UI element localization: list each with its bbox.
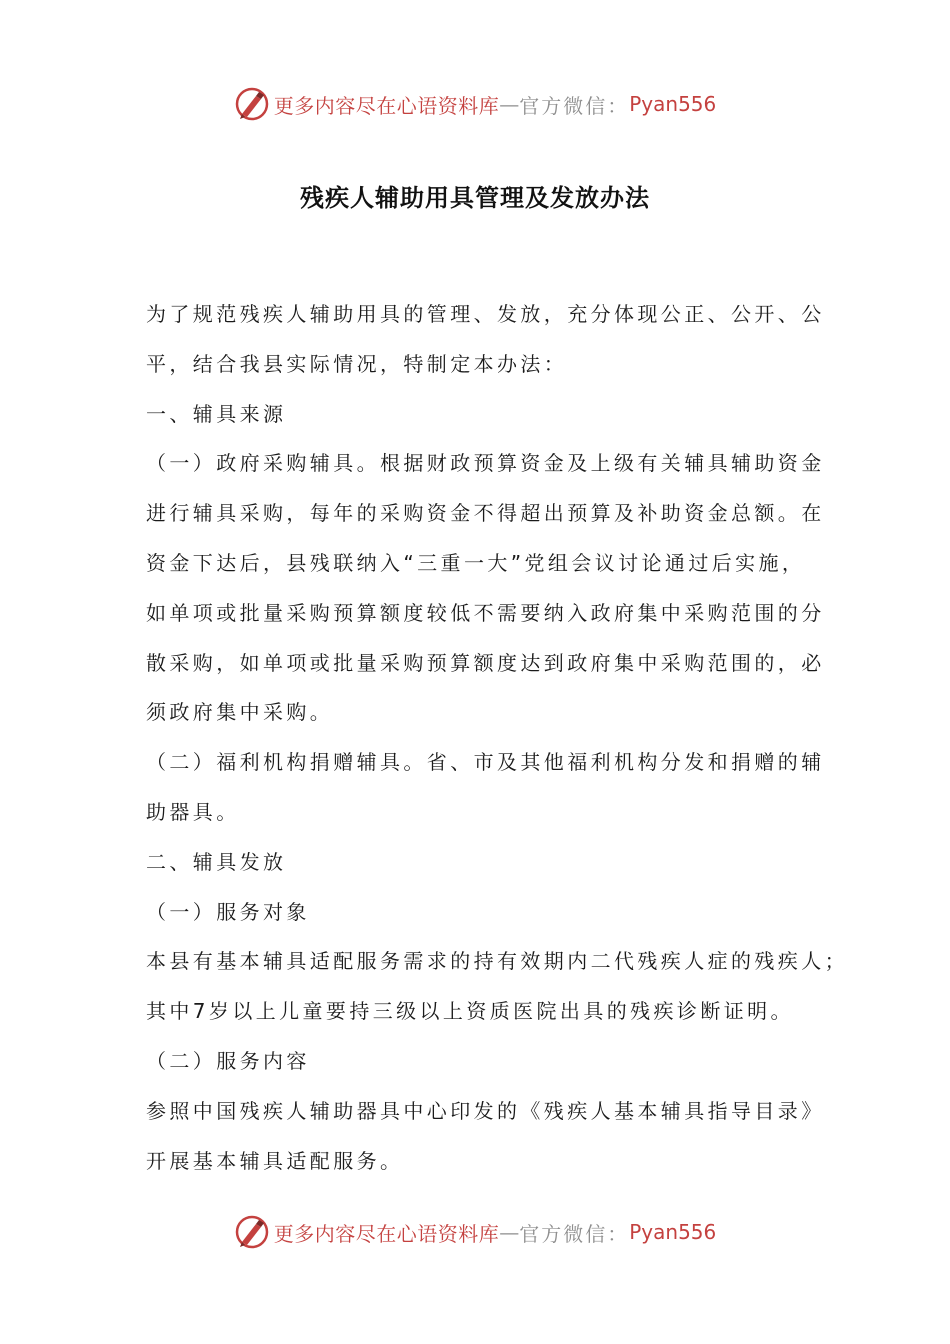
- watermark-wechat-id: Pyan556: [629, 1220, 717, 1244]
- body-line: 须政府集中采购。: [146, 700, 334, 725]
- pen-logo-icon: [234, 1214, 270, 1250]
- watermark-dash: —: [499, 1220, 520, 1244]
- body-line: 为了规范残疾人辅助用具的管理、发放，充分体现公正、公开、公: [146, 302, 825, 326]
- header-watermark: [0, 84, 950, 124]
- subsection-heading: （一）服务对象: [146, 899, 310, 924]
- section-heading: 二、辅具发放: [146, 849, 287, 874]
- body-line: 参照中国残疾人辅助器具中心印发的《残疾人基本辅具指导目录》: [146, 1098, 825, 1123]
- watermark-text: 更多内容尽在心语资料库: [273, 1221, 500, 1246]
- body-line: 资金下达后，县残联纳入“三重一大”党组会议讨论通过后实施，: [146, 550, 806, 575]
- body-line: 进行辅具采购，每年的采购资金不得超出预算及补助资金总额。在: [146, 501, 825, 526]
- watermark-wechat-id: Pyan556: [629, 92, 717, 116]
- watermark-wechat-label: 官方微信：: [519, 1221, 630, 1246]
- watermark-wechat-label: 官方微信：: [519, 93, 630, 118]
- document-title: 残疾人辅助用具管理及发放办法: [300, 184, 650, 212]
- section-heading: 一、辅具来源: [146, 401, 287, 426]
- document-body: [146, 290, 848, 1186]
- watermark-dash: —: [499, 92, 520, 116]
- body-line: （一）政府采购辅具。根据财政预算资金及上级有关辅具辅助资金: [146, 451, 825, 476]
- pen-logo-icon: [234, 86, 270, 122]
- body-line: 如单项或批量采购预算额度较低不需要纳入政府集中采购范围的分: [146, 600, 825, 625]
- body-line: 助器具。: [146, 799, 240, 824]
- footer-watermark: [0, 1212, 950, 1252]
- body-line: 其中7岁以上儿童要持三级以上资质医院出具的残疾诊断证明。: [146, 999, 794, 1024]
- body-line: 散采购，如单项或批量采购预算额度达到政府集中采购范围的，必: [146, 650, 825, 675]
- body-line: 平，结合我县实际情况，特制定本办法：: [146, 351, 568, 376]
- body-line: （二）福利机构捐赠辅具。省、市及其他福利机构分发和捐赠的辅: [146, 750, 825, 775]
- body-line: 开展基本辅具适配服务。: [146, 1148, 404, 1173]
- body-line: 本县有基本辅具适配服务需求的持有效期内二代残疾人症的残疾人；: [146, 949, 848, 974]
- subsection-heading: （二）服务内容: [146, 1048, 310, 1073]
- watermark-text: 更多内容尽在心语资料库: [273, 93, 500, 118]
